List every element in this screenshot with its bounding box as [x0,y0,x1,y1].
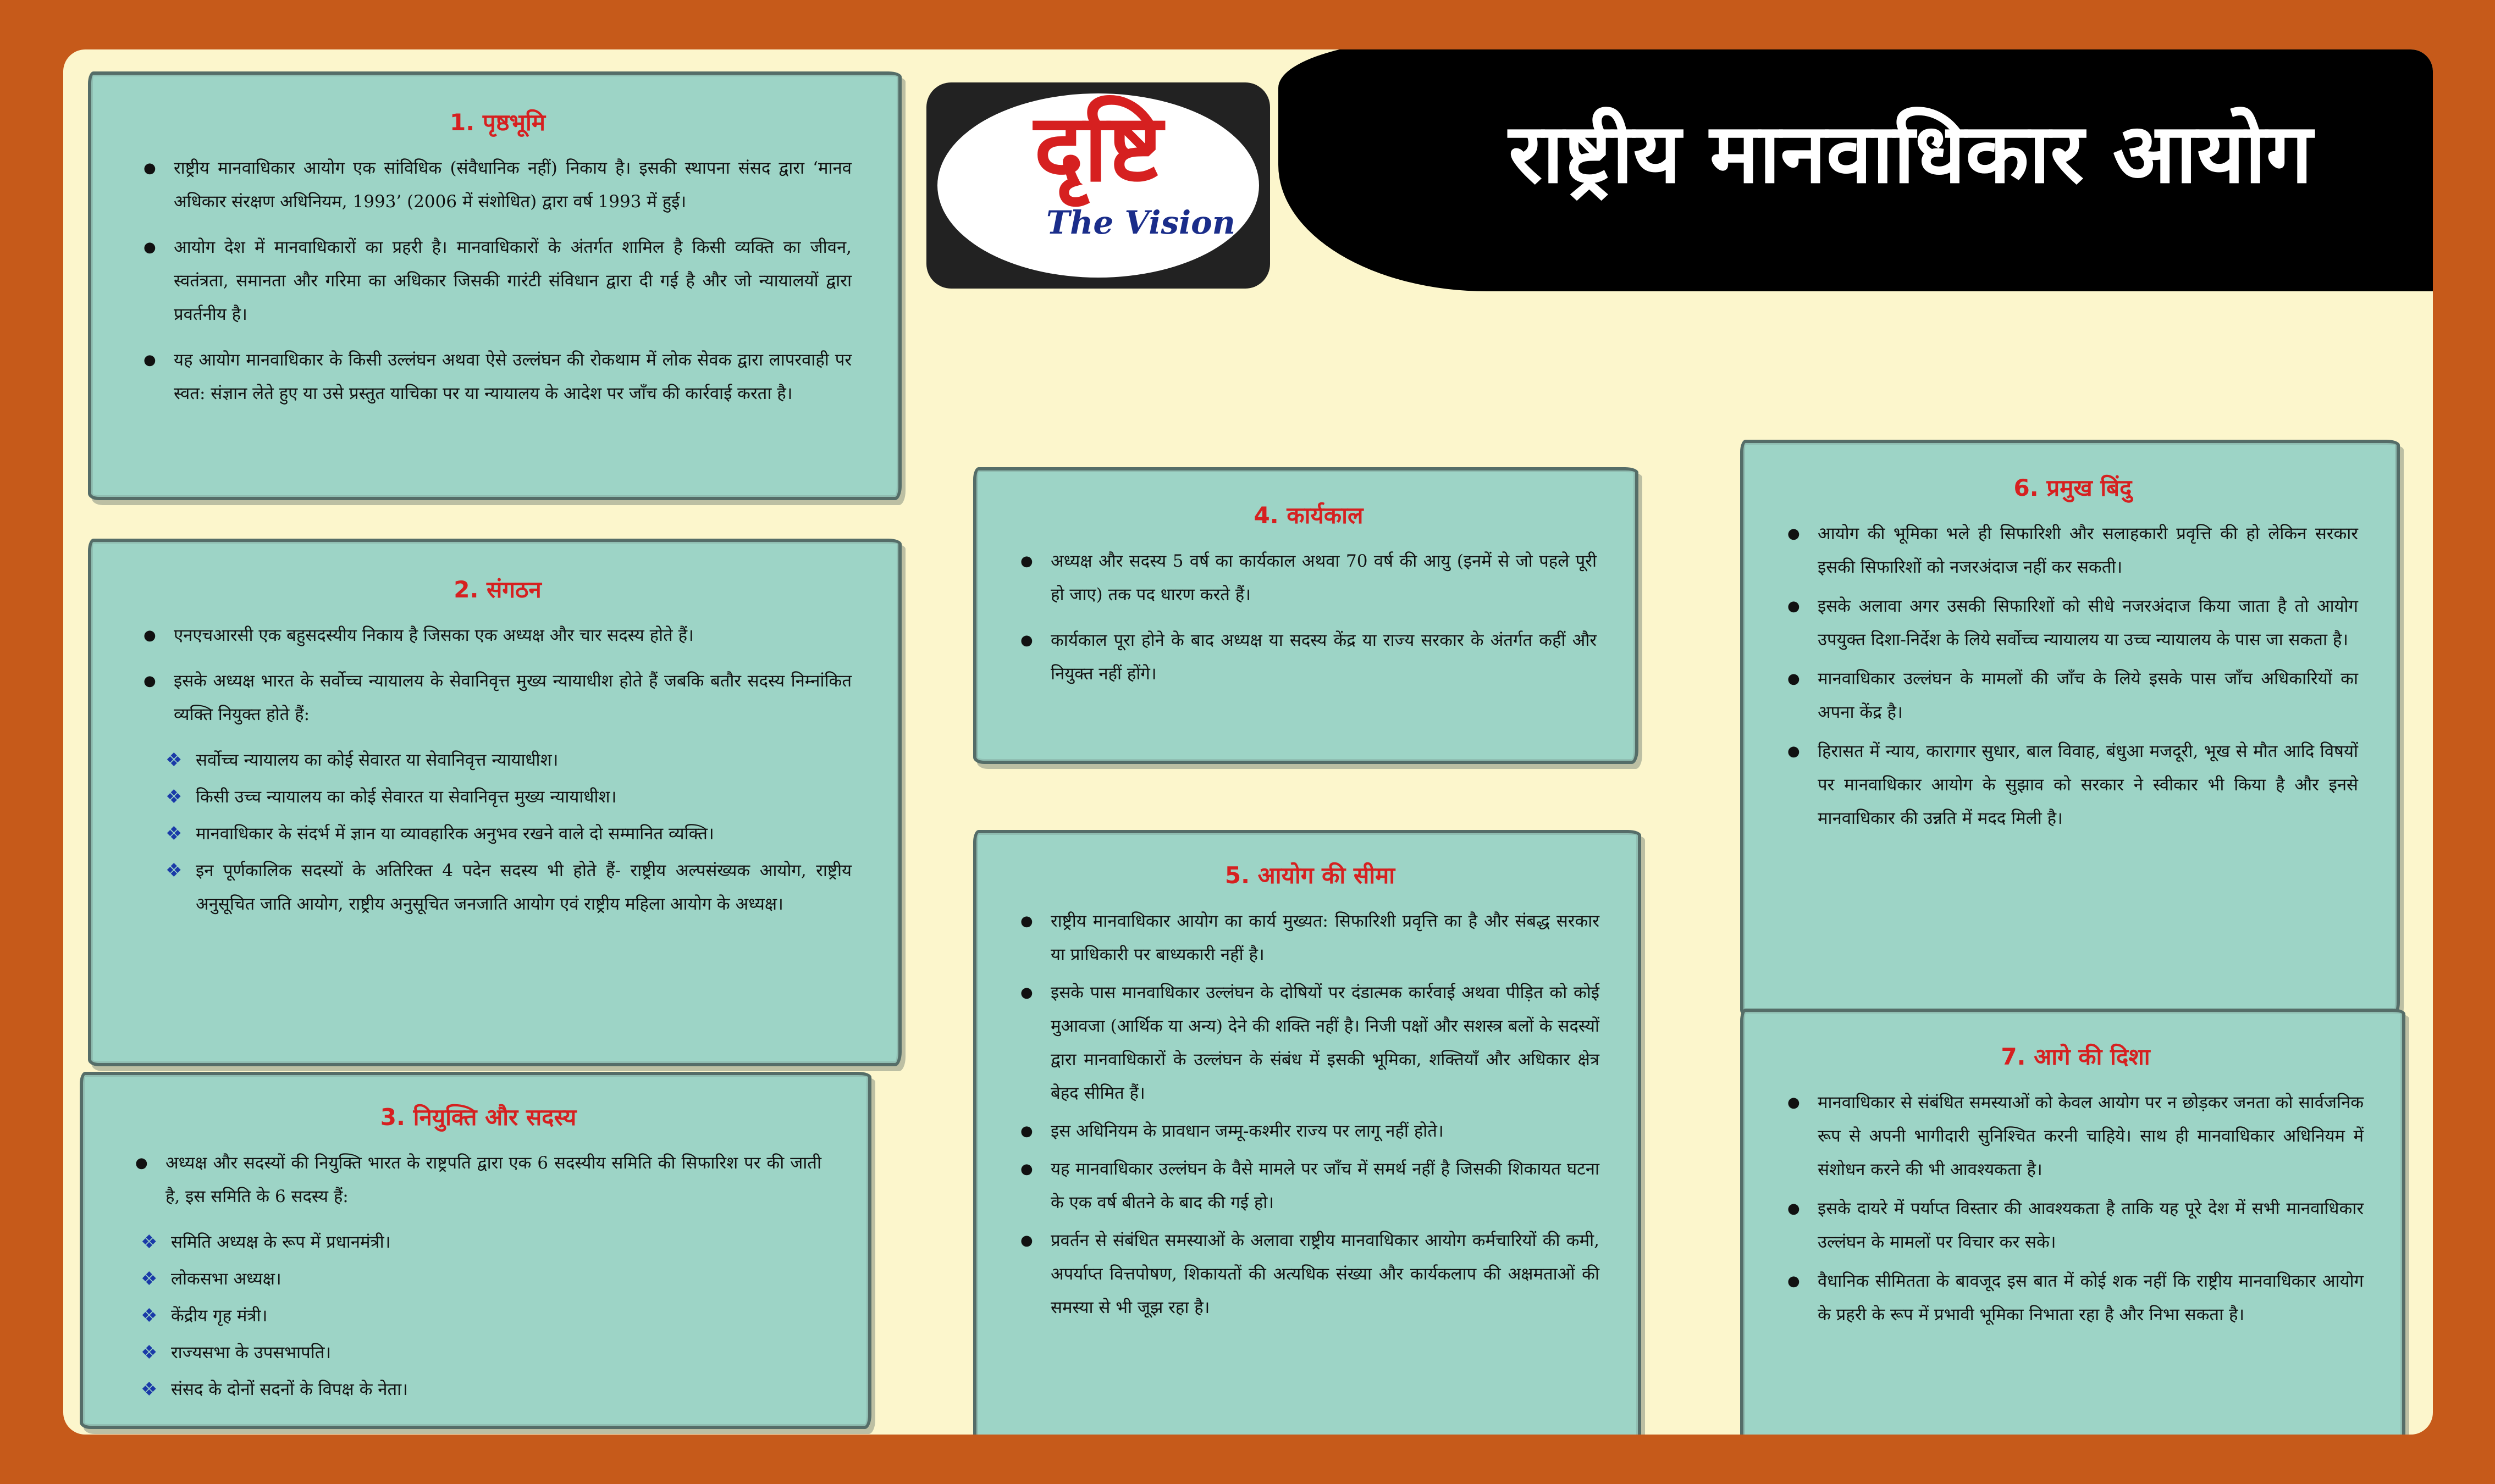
bullet-list [1787,1086,2364,1332]
list-item: ● आयोग देश में मानवाधिकारों का प्रहरी है। मानवाधिकारों के अंतर्गत शामिल है किसी व्यक्ति का जीवन, स्वतंत्रता, समानता और गरिमा का अधिकार जिसकी गारंटी संविधान द्वारा दी गई है और जो न्यायालयों द्वारा प्रवर्तनीय है। [143,231,852,331]
list-item: ● यह मानवाधिकार उल्लंघन के वैसे मामले पर जाँच में समर्थ नहीं है जिसकी शिकायत घटना के एक वर्ष बीतने के बाद की गई हो। [1020,1153,1599,1220]
list-item: ● राष्ट्रीय मानवाधिकार आयोग एक सांविधिक (संवैधानिक नहीं) निकाय है। इसकी स्थापना संसद द्वारा ‘मानव अधिकार संरक्षण अधिनियम, 1993’ (2006 में संशोधित) द्वारा वर्ष 1993 में हुई। [143,152,852,219]
list-item: ● इसके पास मानवाधिकार उल्लंघन के दोषियों पर दंडात्मक कार्रवाई अथवा पीड़ित को कोई मुआवजा (आर्थिक या अन्य) देने की शक्ति नहीं है। निजी पक्षों और सशस्त्र बलों के सदस्यों द्वारा मानवाधिकारों के उल्लंघन के संबंध में इसकी भूमिका, शक्तियाँ और अधिकार क्षेत्र बेहद सीमित हैं। [1020,976,1599,1110]
list-item: ● इसके अलावा अगर उसकी सिफारिशों को सीधे नजरअंदाज किया जाता है तो आयोग उपयुक्त दिशा-निर्देश के लिये सर्वोच्च न्यायालय या उच्च न्यायालय के पास जा सकता है। [1787,590,2358,657]
list-item: ● इसके अध्यक्ष भारत के सर्वोच्च न्यायालय के सेवानिवृत्त मुख्य न्यायाधीश होते हैं जबकि बतौर सदस्य निम्नांकित व्यक्ति नियुक्त होते हैं: [143,665,852,732]
list-item: ● वैधानिक सीमितता के बावजूद इस बात में कोई शक नहीं कि राष्ट्रीय मानवाधिकार आयोग के प्रहरी के रूप में प्रभावी भूमिका निभाता रहा है और निभा सकता है। [1787,1265,2364,1332]
panel-background [88,71,902,500]
list-item: ● आयोग की भूमिका भले ही सिफारिशी और सलाहकारी प्रवृत्ति की हो लेकिन सरकार इसकी सिफारिशों को नजरअंदाज नहीं कर सकती। [1787,517,2358,584]
sub-list-item: ❖ केंद्रीय गृह मंत्री। [141,1299,821,1333]
list-item: ● मानवाधिकार से संबंधित समस्याओं को केवल आयोग पर न छोड़कर जनता को सार्वजनिक रूप से अपनी भागीदारी सुनिश्चित करनी चाहिये। साथ ही मानवाधिकार अधिनियम में संशोधन करने की भी आवश्यकता है। [1787,1086,2364,1187]
panel-key-points [1740,440,2400,1017]
sub-list-item: ❖ मानवाधिकार के संदर्भ में ज्ञान या व्यावहारिक अनुभव रखने वाले दो सम्मानित व्यक्ति। [165,817,852,851]
list-item: ● मानवाधिकार उल्लंघन के मामलों की जाँच के लिये इसके पास जाँच अधिकारियों का अपना केंद्र है। [1787,662,2358,729]
bullet-list [143,619,852,732]
drishti-logo [926,82,1270,289]
bullet-list [1020,545,1597,691]
panel-limits [973,830,1641,1435]
logo-sub-text: The Vision [1046,204,1235,241]
section-heading: 6. प्रमुख बिंदु [2013,474,2132,501]
poster-frame [63,49,2433,1435]
list-item: ● इस अधिनियम के प्रावधान जम्मू-कश्मीर राज्य पर लागू नहीं होते। [1020,1115,1599,1148]
sub-list-item: ❖ संसद के दोनों सदनों के विपक्ष के नेता। [141,1373,821,1407]
sub-list [141,1226,821,1407]
bullet-list [135,1147,821,1214]
sub-list-item: ❖ इन पूर्णकालिक सदस्यों के अतिरिक्त 4 पदेन सदस्य भी होते हैं- राष्ट्रीय अल्पसंख्यक आयोग, राष्ट्रीय अनुसूचित जाति आयोग, राष्ट्रीय अनुसूचित जनजाति आयोग एवं राष्ट्रीय महिला आयोग के अध्यक्ष। [165,854,852,921]
sub-list-item: ❖ लोकसभा अध्यक्ष। [141,1262,821,1296]
logo-main-text: दृष्टि [1034,94,1163,203]
panel-appointment [80,1072,871,1429]
section-heading: 2. संगठन [454,576,542,603]
list-item: ● अध्यक्ष और सदस्यों की नियुक्ति भारत के राष्ट्रपति द्वारा एक 6 सदस्यीय समिति की सिफारिश पर की जाती है, इस समिति के 6 सदस्य हैं: [135,1147,821,1214]
list-item: ● इसके दायरे में पर्याप्त विस्तार की आवश्यकता है ताकि यह पूरे देश में सभी मानवाधिकार उल्लंघन के मामलों पर विचार कर सके। [1787,1192,2364,1259]
list-item: ● कार्यकाल पूरा होने के बाद अध्यक्ष या सदस्य केंद्र या राज्य सरकार के अंतर्गत कहीं और नियुक्त नहीं होंगे। [1020,624,1597,691]
panel-organisation [88,539,902,1066]
list-item: ● यह आयोग मानवाधिकार के किसी उल्लंघन अथवा ऐसे उल्लंघन की रोकथाम में लोक सेवक द्वारा लापरवाही पर स्वत: संज्ञान लेते हुए या उसे प्रस्तुत याचिका पर या न्यायालय के आदेश पर जाँच की कार्रवाई करता है। [143,344,852,411]
sub-list-item: ❖ किसी उच्च न्यायालय का कोई सेवारत या सेवानिवृत्त मुख्य न्यायाधीश। [165,780,852,814]
section-heading: 5. आयोग की सीमा [1224,862,1395,889]
list-item: ● हिरासत में न्याय, कारागार सुधार, बाल विवाह, बंधुआ मजदूरी, भूख से मौत आदि विषयों पर मानवाधिकार आयोग के सुझाव को सरकार ने स्वीकार भी किया है और इनसे मानवाधिकार की उन्नति में मदद मिली है। [1787,735,2358,835]
list-item: ● राष्ट्रीय मानवाधिकार आयोग का कार्य मुख्यत: सिफारिशी प्रवृत्ति का है और संबद्ध सरकार या प्राधिकारी पर बाध्यकारी नहीं है। [1020,905,1599,972]
list-item: ● अध्यक्ष और सदस्य 5 वर्ष का कार्यकाल अथवा 70 वर्ष की आयु (इनमें से जो पहले पूरी हो जाए) तक पद धारण करते हैं। [1020,545,1597,612]
page-title: राष्ट्रीय मानवाधिकार आयोग [1508,106,2313,202]
sub-list-item: ❖ समिति अध्यक्ष के रूप में प्रधानमंत्री। [141,1226,821,1259]
section-heading: 1. पृष्ठभूमि [450,109,545,136]
sub-list-item: ❖ सर्वोच्च न्यायालय का कोई सेवारत या सेवानिवृत्त न्यायाधीश। [165,744,852,777]
list-item: ● एनएचआरसी एक बहुसदस्यीय निकाय है जिसका एक अध्यक्ष और चार सदस्य होते हैं। [143,619,852,652]
panel-tenure [973,467,1638,764]
list-item: ● प्रवर्तन से संबंधित समस्याओं के अलावा राष्ट्रीय मानवाधिकार आयोग कर्मचारियों की कमी, अपर्याप्त वित्तपोषण, शिकायतों की अत्यधिक संख्या और कार्यकलाप की अक्षमताओं की समस्या से भी जूझ रहा है। [1020,1224,1599,1325]
sub-list-item: ❖ राज्यसभा के उपसभापति। [141,1336,821,1370]
section-heading: 7. आगे की दिशा [2001,1043,2150,1070]
bullet-list [1787,517,2358,835]
bullet-list [143,152,852,411]
section-heading: 4. कार्यकाल [1254,502,1364,529]
bullet-list [1020,905,1599,1325]
panel-way-forward [1740,1009,2405,1435]
section-heading: 3. नियुक्ति और सदस्य [380,1104,577,1131]
sub-list [165,744,852,921]
